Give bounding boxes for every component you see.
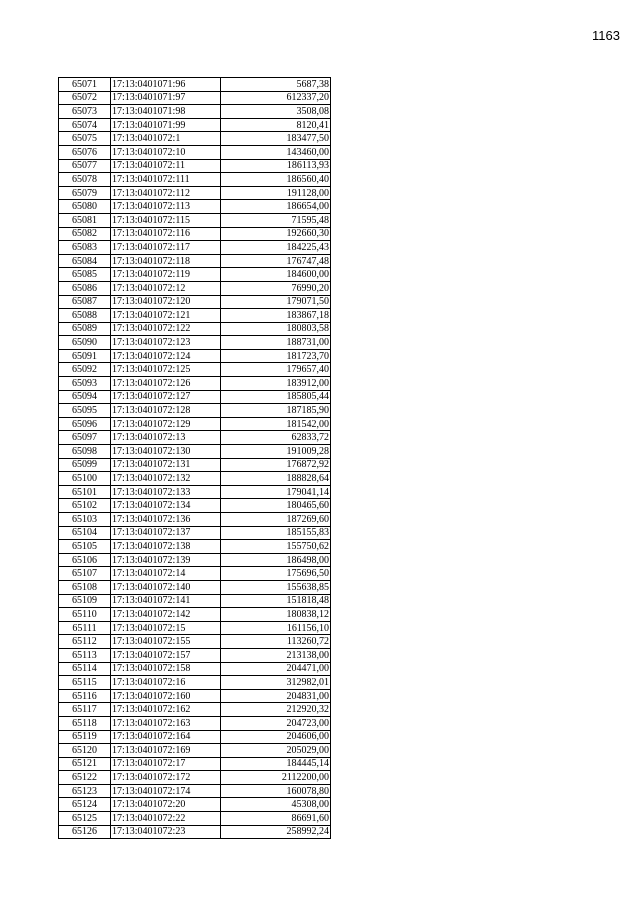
table-row — [59, 105, 331, 119]
table-row — [59, 784, 331, 798]
cadastral-number-cell: 17:13:0401072:155 — [111, 635, 221, 649]
value-cell: 191009,28 — [221, 445, 331, 459]
value-cell: 204471,00 — [221, 662, 331, 676]
row-number-cell: 65087 — [59, 295, 111, 309]
row-number-cell: 65122 — [59, 771, 111, 785]
table-body — [59, 78, 331, 839]
cadastral-number-cell: 17:13:0401071:96 — [111, 78, 221, 92]
cadastral-number-cell: 17:13:0401072:128 — [111, 404, 221, 418]
cadastral-number-cell: 17:13:0401072:111 — [111, 173, 221, 187]
table-row — [59, 200, 331, 214]
value-cell: 179657,40 — [221, 363, 331, 377]
row-number-cell: 65109 — [59, 594, 111, 608]
value-cell: 184600,00 — [221, 268, 331, 282]
row-number-cell: 65116 — [59, 689, 111, 703]
cadastral-number-cell: 17:13:0401071:99 — [111, 118, 221, 132]
cadastral-number-cell: 17:13:0401072:16 — [111, 676, 221, 690]
value-cell: 183867,18 — [221, 309, 331, 323]
row-number-cell: 65093 — [59, 377, 111, 391]
cadastral-number-cell: 17:13:0401072:120 — [111, 295, 221, 309]
cadastral-number-cell: 17:13:0401072:163 — [111, 716, 221, 730]
row-number-cell: 65076 — [59, 145, 111, 159]
table-row — [59, 648, 331, 662]
value-cell: 8120,41 — [221, 118, 331, 132]
cadastral-number-cell: 17:13:0401072:158 — [111, 662, 221, 676]
row-number-cell: 65110 — [59, 608, 111, 622]
table-row — [59, 213, 331, 227]
row-number-cell: 65074 — [59, 118, 111, 132]
row-number-cell: 65072 — [59, 91, 111, 105]
value-cell: 62833,72 — [221, 431, 331, 445]
table-row — [59, 322, 331, 336]
table-row — [59, 730, 331, 744]
row-number-cell: 65126 — [59, 825, 111, 839]
cadastral-number-cell: 17:13:0401072:117 — [111, 241, 221, 255]
value-cell: 181723,70 — [221, 349, 331, 363]
table-row — [59, 159, 331, 173]
cadastral-number-cell: 17:13:0401072:141 — [111, 594, 221, 608]
cadastral-number-cell: 17:13:0401072:1 — [111, 132, 221, 146]
row-number-cell: 65118 — [59, 716, 111, 730]
value-cell: 187185,90 — [221, 404, 331, 418]
cadastral-number-cell: 17:13:0401072:13 — [111, 431, 221, 445]
value-cell: 2112200,00 — [221, 771, 331, 785]
row-number-cell: 65121 — [59, 757, 111, 771]
cadastral-number-cell: 17:13:0401072:116 — [111, 227, 221, 241]
row-number-cell: 65119 — [59, 730, 111, 744]
row-number-cell: 65106 — [59, 553, 111, 567]
table-row — [59, 757, 331, 771]
cadastral-number-cell: 17:13:0401072:133 — [111, 485, 221, 499]
cadastral-number-cell: 17:13:0401071:98 — [111, 105, 221, 119]
value-cell: 185155,83 — [221, 526, 331, 540]
value-cell: 176872,92 — [221, 458, 331, 472]
row-number-cell: 65081 — [59, 213, 111, 227]
cadastral-number-cell: 17:13:0401072:137 — [111, 526, 221, 540]
cadastral-number-cell: 17:13:0401072:138 — [111, 540, 221, 554]
table-row — [59, 608, 331, 622]
table-row — [59, 594, 331, 608]
value-cell: 191128,00 — [221, 186, 331, 200]
value-cell: 175696,50 — [221, 567, 331, 581]
cadastral-number-cell: 17:13:0401072:124 — [111, 349, 221, 363]
table-row — [59, 363, 331, 377]
cadastral-number-cell: 17:13:0401072:157 — [111, 648, 221, 662]
row-number-cell: 65120 — [59, 744, 111, 758]
value-cell: 186560,40 — [221, 173, 331, 187]
value-cell: 188731,00 — [221, 336, 331, 350]
value-cell: 184445,14 — [221, 757, 331, 771]
cadastral-number-cell: 17:13:0401072:131 — [111, 458, 221, 472]
row-number-cell: 65088 — [59, 309, 111, 323]
row-number-cell: 65103 — [59, 513, 111, 527]
value-cell: 76990,20 — [221, 281, 331, 295]
cadastral-number-cell: 17:13:0401072:14 — [111, 567, 221, 581]
table-row — [59, 458, 331, 472]
row-number-cell: 65117 — [59, 703, 111, 717]
value-cell: 186654,00 — [221, 200, 331, 214]
table-row — [59, 118, 331, 132]
cadastral-number-cell: 17:13:0401072:23 — [111, 825, 221, 839]
row-number-cell: 65101 — [59, 485, 111, 499]
table-row — [59, 676, 331, 690]
table-row — [59, 485, 331, 499]
value-cell: 151818,48 — [221, 594, 331, 608]
table-row — [59, 309, 331, 323]
row-number-cell: 65091 — [59, 349, 111, 363]
value-cell: 71595,48 — [221, 213, 331, 227]
cadastral-number-cell: 17:13:0401072:112 — [111, 186, 221, 200]
value-cell: 186498,00 — [221, 553, 331, 567]
table-row — [59, 377, 331, 391]
cadastral-number-cell: 17:13:0401072:119 — [111, 268, 221, 282]
cadastral-number-cell: 17:13:0401072:127 — [111, 390, 221, 404]
table-row — [59, 431, 331, 445]
row-number-cell: 65105 — [59, 540, 111, 554]
cadastral-number-cell: 17:13:0401072:123 — [111, 336, 221, 350]
value-cell: 204606,00 — [221, 730, 331, 744]
table-row — [59, 499, 331, 513]
value-cell: 155750,62 — [221, 540, 331, 554]
row-number-cell: 65102 — [59, 499, 111, 513]
table-row — [59, 689, 331, 703]
row-number-cell: 65089 — [59, 322, 111, 336]
row-number-cell: 65095 — [59, 404, 111, 418]
value-cell: 205029,00 — [221, 744, 331, 758]
table-row — [59, 145, 331, 159]
row-number-cell: 65108 — [59, 580, 111, 594]
table-row — [59, 812, 331, 826]
row-number-cell: 65084 — [59, 254, 111, 268]
cadastral-number-cell: 17:13:0401072:160 — [111, 689, 221, 703]
value-cell: 179071,50 — [221, 295, 331, 309]
cadastral-number-cell: 17:13:0401072:130 — [111, 445, 221, 459]
row-number-cell: 65078 — [59, 173, 111, 187]
row-number-cell: 65098 — [59, 445, 111, 459]
table-row — [59, 390, 331, 404]
value-cell: 176747,48 — [221, 254, 331, 268]
row-number-cell: 65111 — [59, 621, 111, 635]
table-row — [59, 336, 331, 350]
row-number-cell: 65082 — [59, 227, 111, 241]
value-cell: 212920,32 — [221, 703, 331, 717]
cadastral-number-cell: 17:13:0401072:125 — [111, 363, 221, 377]
value-cell: 258992,24 — [221, 825, 331, 839]
value-cell: 181542,00 — [221, 417, 331, 431]
value-cell: 143460,00 — [221, 145, 331, 159]
cadastral-number-cell: 17:13:0401072:11 — [111, 159, 221, 173]
cadastral-number-cell: 17:13:0401072:12 — [111, 281, 221, 295]
table-row — [59, 227, 331, 241]
cadastral-number-cell: 17:13:0401072:136 — [111, 513, 221, 527]
value-cell: 213138,00 — [221, 648, 331, 662]
cadastral-number-cell: 17:13:0401072:142 — [111, 608, 221, 622]
cadastral-number-cell: 17:13:0401072:17 — [111, 757, 221, 771]
table-row — [59, 173, 331, 187]
row-number-cell: 65079 — [59, 186, 111, 200]
row-number-cell: 65090 — [59, 336, 111, 350]
table-row — [59, 567, 331, 581]
table-row — [59, 417, 331, 431]
row-number-cell: 65125 — [59, 812, 111, 826]
row-number-cell: 65094 — [59, 390, 111, 404]
cadastral-number-cell: 17:13:0401072:129 — [111, 417, 221, 431]
value-cell: 5687,38 — [221, 78, 331, 92]
value-cell: 155638,85 — [221, 580, 331, 594]
cadastral-number-cell: 17:13:0401072:164 — [111, 730, 221, 744]
row-number-cell: 65077 — [59, 159, 111, 173]
row-number-cell: 65086 — [59, 281, 111, 295]
row-number-cell: 65123 — [59, 784, 111, 798]
row-number-cell: 65099 — [59, 458, 111, 472]
cadastral-number-cell: 17:13:0401072:115 — [111, 213, 221, 227]
row-number-cell: 65113 — [59, 648, 111, 662]
cadastral-number-cell: 17:13:0401072:121 — [111, 309, 221, 323]
table-row — [59, 513, 331, 527]
cadastral-number-cell: 17:13:0401072:22 — [111, 812, 221, 826]
value-cell: 161156,10 — [221, 621, 331, 635]
cadastral-number-cell: 17:13:0401072:15 — [111, 621, 221, 635]
cadastral-number-cell: 17:13:0401071:97 — [111, 91, 221, 105]
table-row — [59, 78, 331, 92]
row-number-cell: 65092 — [59, 363, 111, 377]
row-number-cell: 65096 — [59, 417, 111, 431]
table-row — [59, 662, 331, 676]
cadastral-number-cell: 17:13:0401072:174 — [111, 784, 221, 798]
table-row — [59, 771, 331, 785]
table-row — [59, 445, 331, 459]
table-row — [59, 635, 331, 649]
value-cell: 187269,60 — [221, 513, 331, 527]
table-row — [59, 703, 331, 717]
table-row — [59, 132, 331, 146]
cadastral-number-cell: 17:13:0401072:162 — [111, 703, 221, 717]
value-cell: 612337,20 — [221, 91, 331, 105]
cadastral-number-cell: 17:13:0401072:172 — [111, 771, 221, 785]
row-number-cell: 65073 — [59, 105, 111, 119]
row-number-cell: 65097 — [59, 431, 111, 445]
table-row — [59, 295, 331, 309]
row-number-cell: 65115 — [59, 676, 111, 690]
table-row — [59, 404, 331, 418]
cadastral-number-cell: 17:13:0401072:126 — [111, 377, 221, 391]
row-number-cell: 65083 — [59, 241, 111, 255]
row-number-cell: 65104 — [59, 526, 111, 540]
value-cell: 184225,43 — [221, 241, 331, 255]
value-cell: 180803,58 — [221, 322, 331, 336]
table-row — [59, 268, 331, 282]
value-cell: 188828,64 — [221, 472, 331, 486]
value-cell: 180465,60 — [221, 499, 331, 513]
table-row — [59, 472, 331, 486]
page-number: 1163 — [592, 28, 620, 43]
table-row — [59, 798, 331, 812]
value-cell: 180838,12 — [221, 608, 331, 622]
row-number-cell: 65075 — [59, 132, 111, 146]
value-cell: 185805,44 — [221, 390, 331, 404]
data-table — [58, 77, 331, 839]
cadastral-number-cell: 17:13:0401072:20 — [111, 798, 221, 812]
table-row — [59, 281, 331, 295]
table-row — [59, 540, 331, 554]
table-row — [59, 553, 331, 567]
value-cell: 204723,00 — [221, 716, 331, 730]
cadastral-number-cell: 17:13:0401072:122 — [111, 322, 221, 336]
table-row — [59, 825, 331, 839]
value-cell: 186113,93 — [221, 159, 331, 173]
table-row — [59, 254, 331, 268]
table-row — [59, 580, 331, 594]
cadastral-number-cell: 17:13:0401072:169 — [111, 744, 221, 758]
value-cell: 86691,60 — [221, 812, 331, 826]
value-cell: 113260,72 — [221, 635, 331, 649]
row-number-cell: 65100 — [59, 472, 111, 486]
row-number-cell: 65080 — [59, 200, 111, 214]
cadastral-number-cell: 17:13:0401072:134 — [111, 499, 221, 513]
row-number-cell: 65071 — [59, 78, 111, 92]
value-cell: 204831,00 — [221, 689, 331, 703]
cadastral-number-cell: 17:13:0401072:132 — [111, 472, 221, 486]
row-number-cell: 65107 — [59, 567, 111, 581]
cadastral-number-cell: 17:13:0401072:10 — [111, 145, 221, 159]
value-cell: 312982,01 — [221, 676, 331, 690]
cadastral-number-cell: 17:13:0401072:140 — [111, 580, 221, 594]
table-row — [59, 526, 331, 540]
row-number-cell: 65124 — [59, 798, 111, 812]
value-cell: 160078,80 — [221, 784, 331, 798]
value-cell: 179041,14 — [221, 485, 331, 499]
value-cell: 45308,00 — [221, 798, 331, 812]
value-cell: 3508,08 — [221, 105, 331, 119]
value-cell: 183912,00 — [221, 377, 331, 391]
table-row — [59, 349, 331, 363]
cadastral-number-cell: 17:13:0401072:113 — [111, 200, 221, 214]
value-cell: 183477,50 — [221, 132, 331, 146]
row-number-cell: 65114 — [59, 662, 111, 676]
table-row — [59, 241, 331, 255]
table-row — [59, 744, 331, 758]
table-row — [59, 716, 331, 730]
table-row — [59, 186, 331, 200]
row-number-cell: 65112 — [59, 635, 111, 649]
table-row — [59, 91, 331, 105]
cadastral-number-cell: 17:13:0401072:118 — [111, 254, 221, 268]
row-number-cell: 65085 — [59, 268, 111, 282]
value-cell: 192660,30 — [221, 227, 331, 241]
cadastral-number-cell: 17:13:0401072:139 — [111, 553, 221, 567]
table-row — [59, 621, 331, 635]
